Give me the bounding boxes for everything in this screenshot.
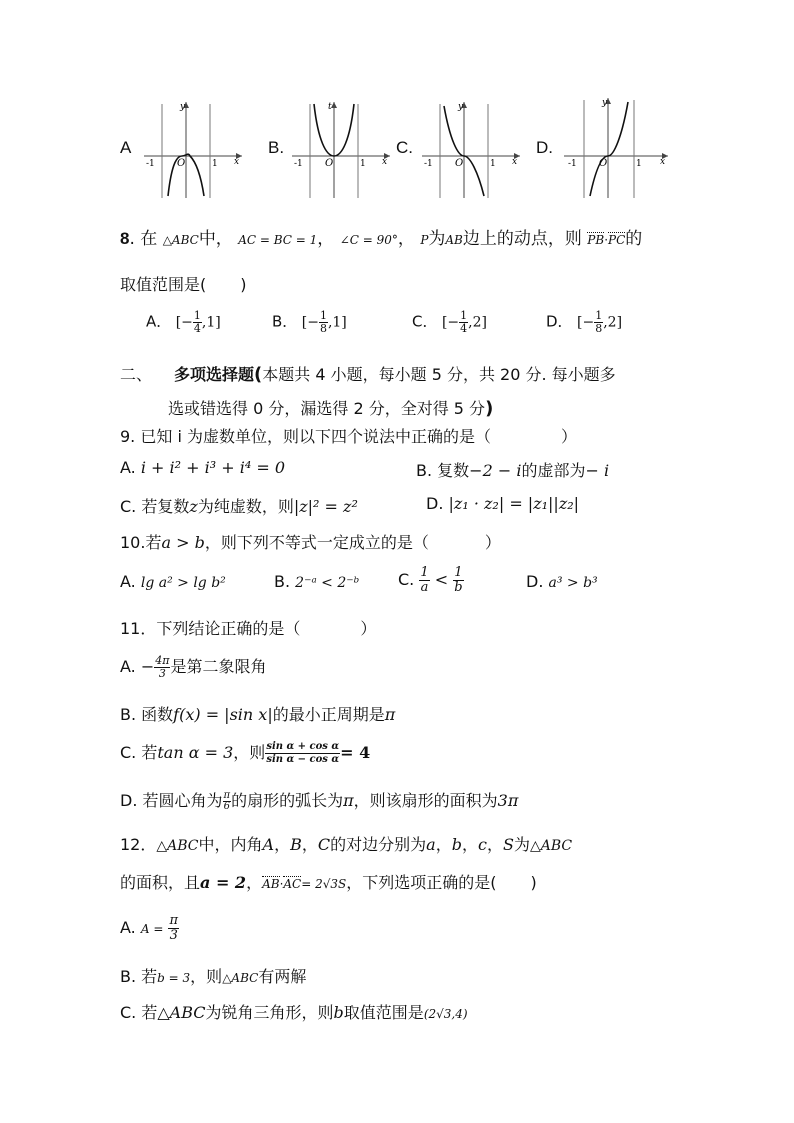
q12-c3: ， [435,835,452,854]
svg-text:-1: -1 [568,159,577,169]
q11-option-c [120,740,370,766]
q12-b-tri: △ABC [222,971,259,985]
q12-c-text2: 为锐角三角形，则 [205,1003,334,1022]
q8-d-num: 1 [595,309,603,322]
q10-c-den2: b [454,580,463,595]
q8-comma2: ， [397,229,415,249]
svg-text:y: y [602,98,608,108]
q8-a-lb: [− [175,314,193,331]
q11-option-d [120,788,518,812]
q8-text3: 边上的动点，则 [462,229,582,249]
q9-b-text2: 的虚部为 [521,461,586,480]
tick-1: 1 [212,159,218,169]
q10-c-num1: 1 [420,565,429,580]
option-d-label: D. [536,138,553,157]
q12-a-den: 3 [169,928,178,943]
q12-paren: ) [530,873,537,892]
section2-paren-open: ( [254,364,263,385]
q12-option-b [120,964,306,987]
q12-eq: = 2√3S [301,877,347,891]
q9-d-expr: |z₁ · z₂| = |z₁||z₂| [448,494,580,513]
q8-line2-text: 取值范围是( [120,275,207,294]
q11-b-text: 函数 [141,705,174,724]
graph-a [142,100,246,200]
q10-option-c [398,566,464,595]
svg-text:O: O [325,158,334,169]
q12-b-cond: b = 3 [157,971,191,985]
q10-stem-text: 10.若 [120,533,162,552]
q12-c-range: (2√3,4) [423,1007,468,1021]
q12-a-lhs: A = [140,922,164,936]
q10-option-a [120,572,226,591]
q10-cond: a > b [161,533,205,552]
q12-c-b: b [333,1003,344,1022]
q9-a-label: A. [120,458,136,477]
q12-text1: 中，内角 [198,835,263,854]
svg-text:x: x [660,157,666,167]
q8-a-label: A． [146,312,172,331]
q9-option-a [120,458,285,477]
q12-text3: 为 [513,835,530,854]
q11-b-text2: 的最小正周期是 [272,705,385,724]
q8-vec-pb: PB [587,233,605,247]
q12-text2: 的对边分别为 [330,835,427,854]
q9-stem [120,424,577,447]
q8-line2 [120,272,247,295]
q11-stem [120,616,376,639]
q11-d-text2: 的扇形的弧长为 [231,791,344,810]
q8-cond1: AC = BC = 1 [238,233,318,247]
svg-text:y: y [458,102,464,112]
q12-option-c [120,1000,468,1023]
q8-number: 8 [120,229,130,248]
q9-c-z: z [189,497,198,516]
q12-C: C [317,835,331,854]
q8-a-den: 4 [193,322,201,335]
q8-b-lb: [− [301,314,319,331]
q8-b-den: 8 [319,322,327,335]
q8-d-lb: [− [577,314,595,331]
q12-c1: ， [274,835,291,854]
q8-d-den: 8 [595,322,603,335]
q11-c-label: C. [120,743,137,762]
q11-d-ans: 3π [497,791,519,810]
q8-line1 [120,224,642,249]
q10-d-label: D. [526,572,544,591]
q11-a-minus: − [140,657,155,676]
q8-a-rb: ,1] [201,314,221,331]
q12-a-label: A. [120,918,136,937]
q11-c-cond: tan α = 3 [157,743,234,762]
q10-a-expr: lg a² > lg b² [140,575,226,591]
q8-c-label: C． [412,312,438,331]
q12-line1 [120,832,572,855]
q12-vec-ab: AB [262,877,280,891]
q11-d-text3: ，则该扇形的面积为 [353,791,498,810]
q9-d-label: D. [426,494,444,513]
q11-d-num: π [223,790,231,801]
q8-dot: · [604,233,609,247]
q8-option-d [546,310,622,335]
q8-c-lb: [− [441,314,460,331]
q10-option-b [274,572,359,591]
q12-a-num: π [169,913,179,928]
q9-c-text: 若复数 [141,497,190,516]
q9-c-label: C. [120,497,137,516]
q8-text2: 中， [198,229,233,249]
option-a-label: A [120,138,132,157]
svg-text:1: 1 [636,159,642,169]
q8-comma1: ， [317,229,335,249]
q10-c-lt: < [434,570,449,589]
q11-a-den: 3 [158,667,166,680]
q10-stem-end: ） [484,533,501,552]
q10-c-num2: 1 [454,565,463,580]
svg-text:x: x [382,157,388,167]
q8-b-rb: ,1] [327,314,347,331]
q12-vec-ac: AC [283,877,302,891]
graph-c [420,100,524,200]
q9-b-text: 复数 [437,461,470,480]
q8-option-a [146,310,221,335]
q11-c-eq: = 4 [340,743,371,762]
q11-option-b [120,702,395,725]
q9-b-expr2: − i [585,461,610,480]
q10-d-expr: a³ > b³ [548,575,598,591]
svg-text:t: t [328,102,332,112]
svg-text:O: O [599,158,608,169]
q11-a-label: A. [120,657,136,676]
q9-a-expr: i + i² + i³ + i⁴ = 0 [140,458,286,477]
q11-c-num: sin α + cos α [266,741,340,752]
q10-c-den1: a [420,580,429,595]
q11-b-pi: π [384,705,396,724]
q11-c-den: sin α − cos α [266,754,340,765]
q12-number: 12． [120,835,157,854]
q8-vec-pc: PC [608,233,626,247]
q12-c2: ， [301,835,318,854]
q9-option-d [426,494,579,513]
q12-option-a [120,914,179,943]
q10-c-label: C. [398,570,415,589]
q12-dot: · [279,877,284,891]
q9-b-expr: −2 − i [469,461,522,480]
graph-d [562,96,672,200]
q12-A: A [262,835,275,854]
option-c-label: C. [396,138,413,157]
curve [590,102,628,196]
q8-text: . 在 [129,229,158,249]
q8-option-c [412,310,487,335]
q8-a-num: 1 [193,309,201,322]
q8-wei: 为 [428,229,446,249]
q8-d-label: D． [546,312,573,331]
x-label: x [234,157,240,167]
q12-tri: △ABC [156,838,199,854]
origin-label: O [177,158,186,169]
q12-c-tri: △ABC [157,1003,206,1022]
tick-neg1: -1 [146,159,155,169]
q11-a-num: 4π [155,654,170,667]
q12-c4: ， [461,835,478,854]
q8-paren: ) [240,275,247,294]
q11-d-pi: π [343,791,354,810]
q9-option-b [416,458,609,481]
q12-c-text: 若 [141,1003,158,1022]
q10-b-label: B. [274,572,291,591]
q11-d-den: 6 [223,801,230,812]
q12-b: b [451,835,462,854]
section2-paren-close: ) [485,398,494,419]
q11-b-expr: f(x) = |sin x| [173,705,273,724]
q11-d-text: 若圆心角为 [142,791,223,810]
svg-text:-1: -1 [294,159,303,169]
q12-B: B [290,835,302,854]
q12-text5: ，下列选项正确的是( [346,873,497,892]
q12-line2 [120,870,537,893]
q9-stem-text: 9. 已知 i 为虚数单位，则以下四个说法中正确的是（ [120,427,491,446]
q12-c-text3: 取值范围是 [343,1003,424,1022]
q11-stem-end: ） [360,619,377,638]
option-b-label: B. [268,138,285,157]
q10-stem-text2: ，则下列不等式一定成立的是（ [204,533,429,552]
q9-c-expr: |z|² = z² [293,497,358,516]
svg-text:x: x [512,157,518,167]
q12-c5: ， [486,835,503,854]
q9-option-c [120,494,358,517]
q8-b-label: B． [272,312,298,331]
svg-text:1: 1 [490,159,496,169]
q8-ab: AB [445,233,463,247]
section2-number: 二、 [120,365,153,384]
q12-c6: ， [246,873,263,892]
q12-b-label: B. [120,967,137,986]
q8-option-b [272,310,347,335]
q12-b-text2: ，则 [190,967,223,986]
q12-a-eq: a = 2 [200,873,247,892]
q8-triangle: △ABC [162,233,199,247]
q11-option-a [120,654,267,680]
section2-desc2: 选或错选得 0 分，漏选得 2 分，全对得 5 分 [168,399,486,418]
q8-d-rb: ,2] [603,314,623,331]
q12-text4: 的面积，且 [120,873,201,892]
svg-text:O: O [455,158,464,169]
q10-a-label: A. [120,572,136,591]
q11-d-label: D. [120,791,138,810]
q9-stem-end: ） [560,427,577,446]
section2-heading [120,362,616,385]
section2-desc1: 本题共 4 小题，每小题 5 分，共 20 分. 每小题多 [262,365,616,384]
svg-text:1: 1 [360,159,366,169]
q8-cond2: ∠C = 90° [339,233,398,247]
q11-stem-text: 11．下列结论正确的是（ [120,619,301,638]
q12-c: c [477,835,487,854]
q8-de: 的 [625,229,643,249]
q10-stem [120,530,501,553]
q10-b-expr: 2⁻ᵃ < 2⁻ᵇ [295,575,360,591]
q8-b-num: 1 [319,309,327,322]
q12-tri2: △ABC [529,838,573,854]
y-label: y [180,102,186,112]
q12-b-text: 若 [141,967,158,986]
q12-b-text3: 有两解 [258,967,307,986]
q8-c-rb: ,2] [468,314,487,331]
section2-title: 多项选择题 [174,365,255,384]
q8-point-p: P [420,233,429,247]
graph-b [290,100,394,200]
q11-a-text: 是第二象限角 [170,657,267,676]
svg-text:-1: -1 [424,159,433,169]
q11-c-text: 若 [141,743,158,762]
section2-line2 [168,396,493,419]
q9-c-text2: 为纯虚数，则 [197,497,294,516]
q8-c-den: 4 [460,322,468,335]
q8-c-num: 1 [460,309,468,322]
q12-c-label: C. [120,1003,137,1022]
q10-option-d [526,572,598,591]
q11-c-text2: ，则 [233,743,266,762]
q12-a: a [426,835,436,854]
q11-b-label: B. [120,705,137,724]
q12-S: S [502,835,514,854]
q9-b-label: B. [416,461,433,480]
